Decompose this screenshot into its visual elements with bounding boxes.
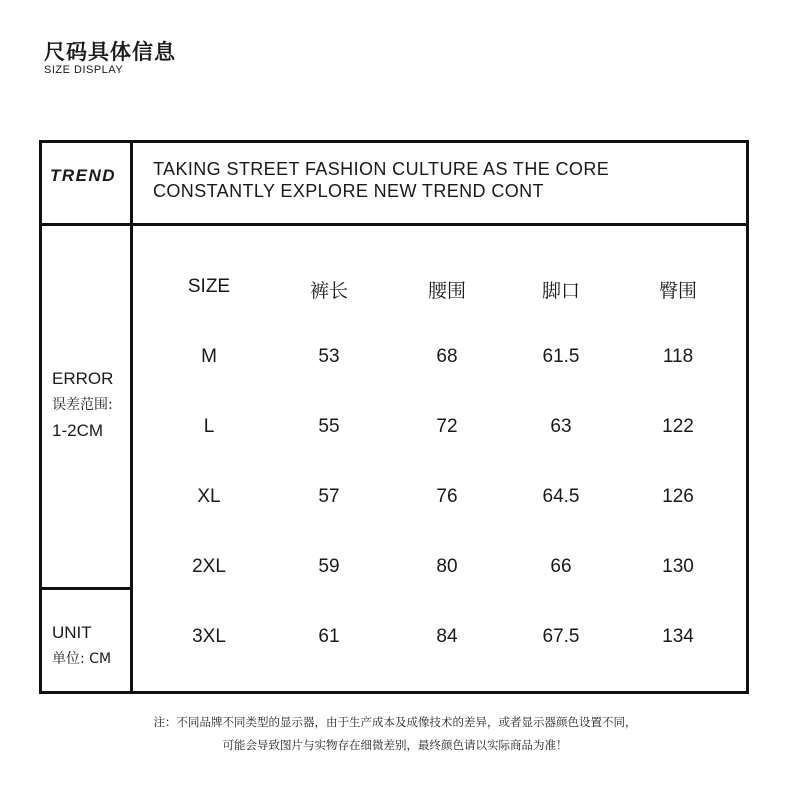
hip-cell: 126	[662, 486, 694, 507]
header-cell: 脚口	[541, 281, 580, 302]
length-cell: 53	[318, 346, 340, 367]
waist-cell: 68	[436, 346, 458, 367]
divider-unit	[39, 587, 132, 590]
size-cell: L	[203, 416, 215, 437]
slogan-line-1: TAKING STREET FASHION CULTURE AS THE CORE	[153, 159, 610, 179]
header-cell: 臀围	[658, 281, 697, 302]
size-cell: XL	[197, 486, 221, 507]
size-cell: 2XL	[192, 556, 226, 577]
waist-cell: 84	[436, 626, 458, 647]
length-cell: 61	[318, 626, 340, 647]
table-row	[150, 556, 740, 626]
header-cell: 腰围	[427, 281, 466, 302]
unit-block	[52, 620, 111, 672]
table-row	[150, 346, 740, 416]
length-cell: 59	[318, 556, 340, 577]
disclaimer-line-2: 可能会导致图片与实物存在细微差别，最终颜色请以实际商品为准！	[222, 738, 568, 752]
page-title: 尺码具体信息	[44, 40, 176, 64]
unit-label-cn: 单位: CM	[52, 651, 112, 667]
slogan	[153, 158, 609, 202]
disclaimer-line-1: 注：不同品牌不同类型的显示器，由于生产成本及成像技术的差异，或者显示器颜色设置不同，	[153, 715, 637, 729]
hem-cell: 64.5	[542, 486, 580, 507]
hip-cell: 130	[662, 556, 694, 577]
table-row	[150, 486, 740, 556]
hip-cell: 122	[662, 416, 694, 437]
error-label-cn: 误差范围:	[52, 397, 113, 413]
waist-cell: 72	[436, 416, 458, 437]
size-cell: M	[201, 346, 217, 367]
error-label: ERROR	[52, 369, 114, 388]
slogan-line-2: CONSTANTLY EXPLORE NEW TREND CONT	[153, 181, 544, 201]
size-cell: 3XL	[192, 626, 226, 647]
hip-cell: 118	[662, 346, 694, 367]
hip-cell: 134	[662, 626, 694, 647]
waist-cell: 76	[436, 486, 458, 507]
hem-cell: 66	[550, 556, 572, 577]
hem-cell: 67.5	[542, 626, 580, 647]
brand-label: TREND	[50, 166, 117, 185]
header-row	[150, 276, 740, 346]
page-subtitle: SIZE DISPLAY	[44, 64, 124, 76]
header-cell: 裤长	[309, 281, 348, 302]
table-row	[150, 416, 740, 486]
error-block	[52, 366, 113, 444]
error-range: 1-2CM	[52, 421, 104, 440]
length-cell: 55	[318, 416, 340, 437]
unit-label: UNIT	[52, 623, 92, 642]
length-cell: 57	[318, 486, 340, 507]
hem-cell: 61.5	[542, 346, 580, 367]
table-row	[150, 626, 740, 696]
hem-cell: 63	[550, 416, 572, 437]
waist-cell: 80	[436, 556, 458, 577]
size-grid	[150, 276, 740, 696]
header-cell: SIZE	[187, 276, 231, 297]
divider-banner	[39, 223, 749, 226]
